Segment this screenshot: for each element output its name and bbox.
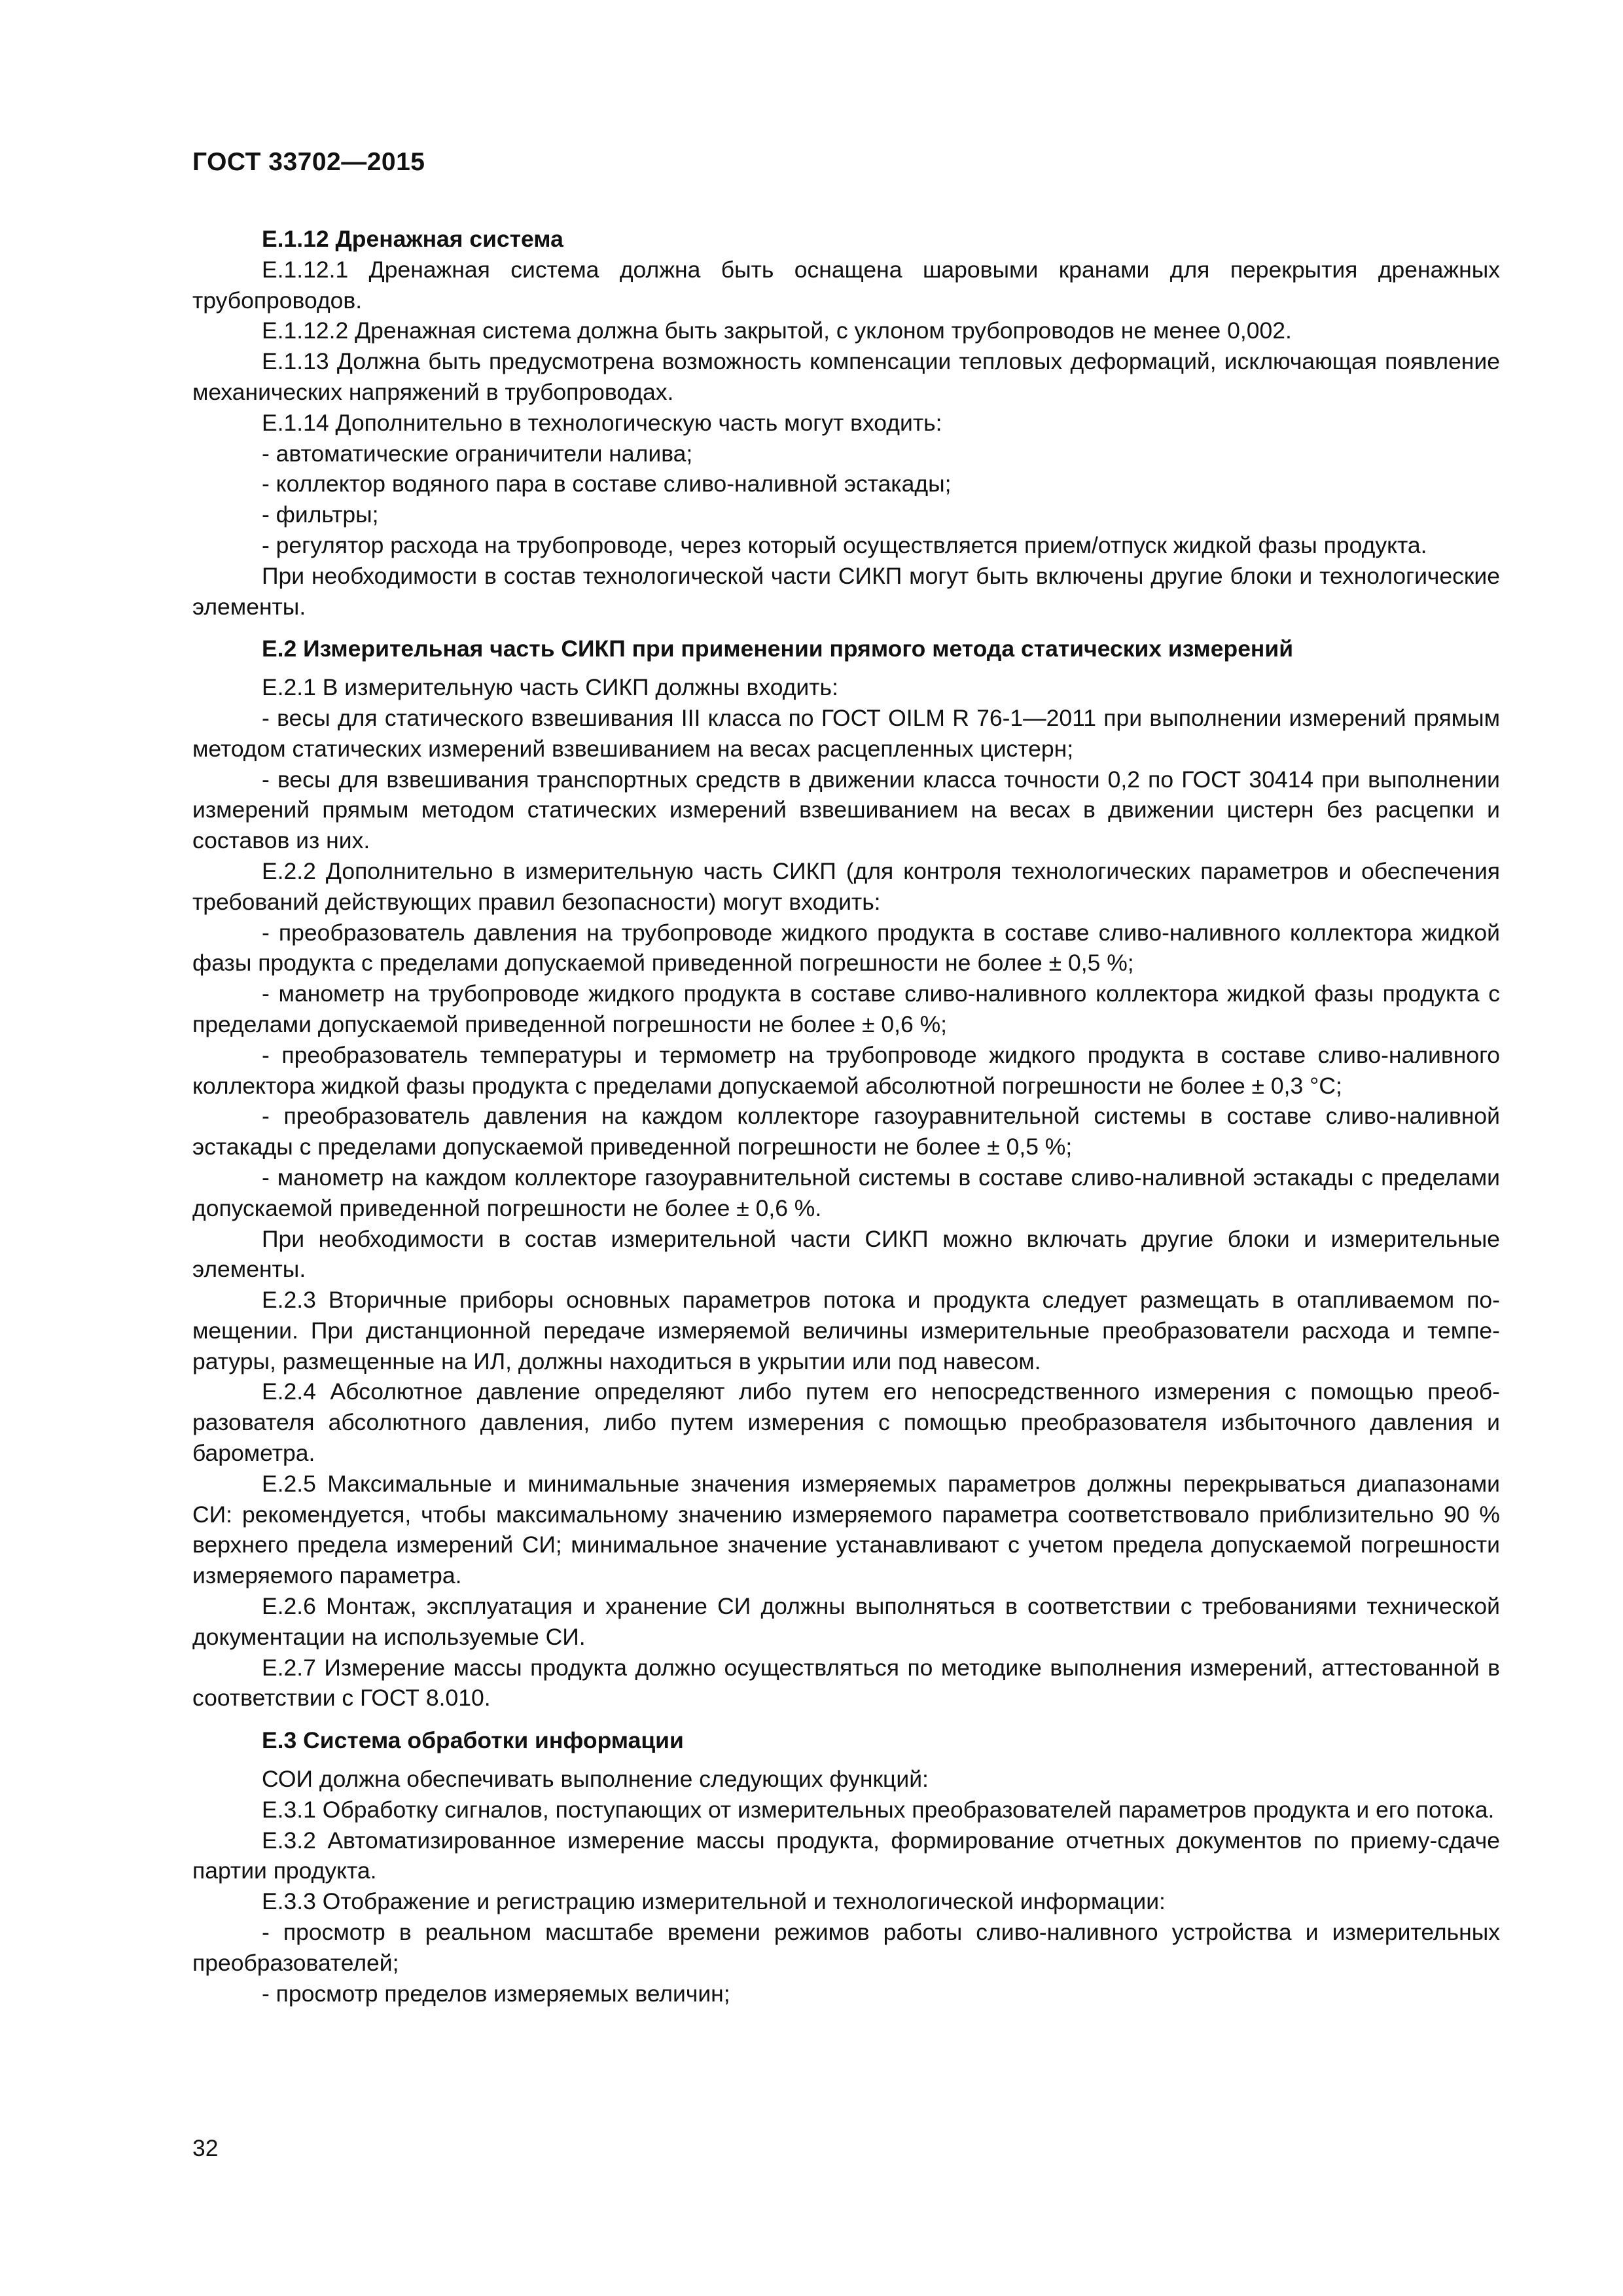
- list-item: - весы для статического взвешивания III класса по ГОСТ OILM R 76-1—2011 при выполнении измерений прямым методом статических измерений взвешиванием на весах расцепленных цистерн;: [192, 704, 1500, 762]
- document-header: ГОСТ 33702—2015: [192, 148, 425, 176]
- paragraph: Е.2.1 В измерительную часть СИКП должны входить:: [262, 674, 838, 701]
- subsection-heading: Е.1.12 Дренажная система: [262, 226, 563, 252]
- list-item: - весы для взвешивания транспортных средств в движении класса точности 0,2 по ГОСТ 30414 при выполнении измерений прямым методом статических измерений взвешиванием на весах в движении цистерн без расцепки и составов из них.: [192, 766, 1500, 854]
- paragraph: При необходимости в состав измерительной части СИКП можно включать другие блоки и измерительные элементы.: [192, 1225, 1500, 1283]
- list-item: - коллектор водяного пара в составе сливо-наливной эстакады;: [262, 471, 952, 497]
- paragraph: Е.2.2 Дополнительно в измерительную часть СИКП (для контроля технологических параметров и обеспечения требований действующих правил безопасности) могут входить:: [192, 857, 1500, 915]
- list-item: - просмотр пределов измеряемых величин;: [262, 1980, 730, 2007]
- paragraph: Е.1.13 Должна быть предусмотрена возможность компенсации тепловых деформаций, исключающая появление механических напряжений в трубопроводах.: [192, 348, 1500, 405]
- paragraph: Е.2.3 Вторичные приборы основных параметров потока и продукта следует размещать в отапливаемом помещении. При дистанционной передаче измеряемой величины измерительные преобразователи расхода и температуры, размещенные на ИЛ, должны находиться в укрытии или под навесом.: [192, 1287, 1500, 1374]
- paragraph: Е.2.5 Максимальные и минимальные значения измеряемых параметров должны перекрываться диапазонами СИ: рекомендуется, чтобы максимальному значению измеряемого параметра соответствовало приблизительно 90 % верхнего предела измерений СИ; минимальное значение устанавливают с учетом предела допускаемой погрешности измеряемого параметра.: [192, 1470, 1500, 1589]
- paragraph: Е.3.2 Автоматизированное измерение массы продукта, формирование отчетных документов по приему-сдаче партии продукта.: [192, 1827, 1500, 1884]
- list-item: - преобразователь давления на трубопроводе жидкого продукта в составе сливо-наливного коллектора жидкой фазы продукта с пределами допускаемой приведенной погрешности не более ± 0,5 %;: [192, 919, 1500, 977]
- list-item: - преобразователь давления на каждом коллекторе газоуравнительной системы в составе сливо-наливной эстакады с пределами допускаемой приведенной погрешности не более ± 0,5 %;: [192, 1103, 1500, 1160]
- list-item: - манометр на каждом коллекторе газоуравнительной системы в составе сливо-наливной эстакады с пределами допускаемой приведенной погрешности не более ± 0,6 %.: [192, 1164, 1500, 1221]
- list-item: - регулятор расхода на трубопроводе, через который осуществляется прием/отпуск жидкой фазы продукта.: [262, 531, 1427, 558]
- paragraph: При необходимости в состав технологической части СИКП могут быть включены другие блоки и технологические элементы.: [192, 562, 1500, 620]
- paragraph: Е.1.14 Дополнительно в технологическую часть могут входить:: [262, 409, 942, 436]
- list-item: - автоматические ограничители налива;: [262, 440, 693, 467]
- paragraph: СОИ должна обеспечивать выполнение следующих функций:: [262, 1766, 929, 1793]
- list-item: - преобразователь температуры и термометр на трубопроводе жидкого продукта в составе сливо-наливного коллектора жидкой фазы продукта с пределами допускаемой абсолютной погрешности не более ± 0,3 °С;: [192, 1041, 1500, 1099]
- paragraph: Е.1.12.1 Дренажная система должна быть оснащена шаровыми кранами для перекрытия дренажных трубопроводов.: [192, 256, 1500, 314]
- paragraph: Е.1.12.2 Дренажная система должна быть закрытой, с уклоном трубопроводов не менее 0,002.: [262, 317, 1292, 344]
- list-item: - фильтры;: [262, 501, 379, 528]
- paragraph: Е.3.3 Отображение и регистрацию измерительной и технологической информации:: [262, 1888, 1166, 1915]
- paragraph: Е.2.7 Измерение массы продукта должно осуществляться по методике выполнения измерений, аттестованной в соответствии с ГОСТ 8.010.: [192, 1654, 1500, 1712]
- list-item: - просмотр в реальном масштабе времени режимов работы сливо-наливного устройства и измерительных преобразователей;: [192, 1919, 1500, 1976]
- section-heading: Е.3 Система обработки информации: [262, 1727, 684, 1754]
- page-number: 32: [192, 2135, 219, 2161]
- paragraph: Е.2.4 Абсолютное давление определяют либо путем его непосредственного измерения с помощью преобразователя абсолютного давления, либо путем измерения с помощью преобразователя избыточного давления и барометра.: [192, 1378, 1500, 1467]
- section-heading: Е.2 Измерительная часть СИКП при применении прямого метода статических измерений: [262, 636, 1294, 662]
- paragraph: Е.3.1 Обработку сигналов, поступающих от измерительных преобразователей параметров продукта и его потока.: [262, 1796, 1495, 1823]
- paragraph: Е.2.6 Монтаж, эксплуатация и хранение СИ должны выполняться в соответствии с требованиями технической документации на используемые СИ.: [192, 1593, 1500, 1650]
- list-item: - манометр на трубопроводе жидкого продукта в составе сливо-наливного коллектора жидкой фазы продукта с пределами допускаемой приведенной погрешности не более ± 0,6 %;: [192, 980, 1500, 1037]
- document-body: [192, 224, 1500, 2009]
